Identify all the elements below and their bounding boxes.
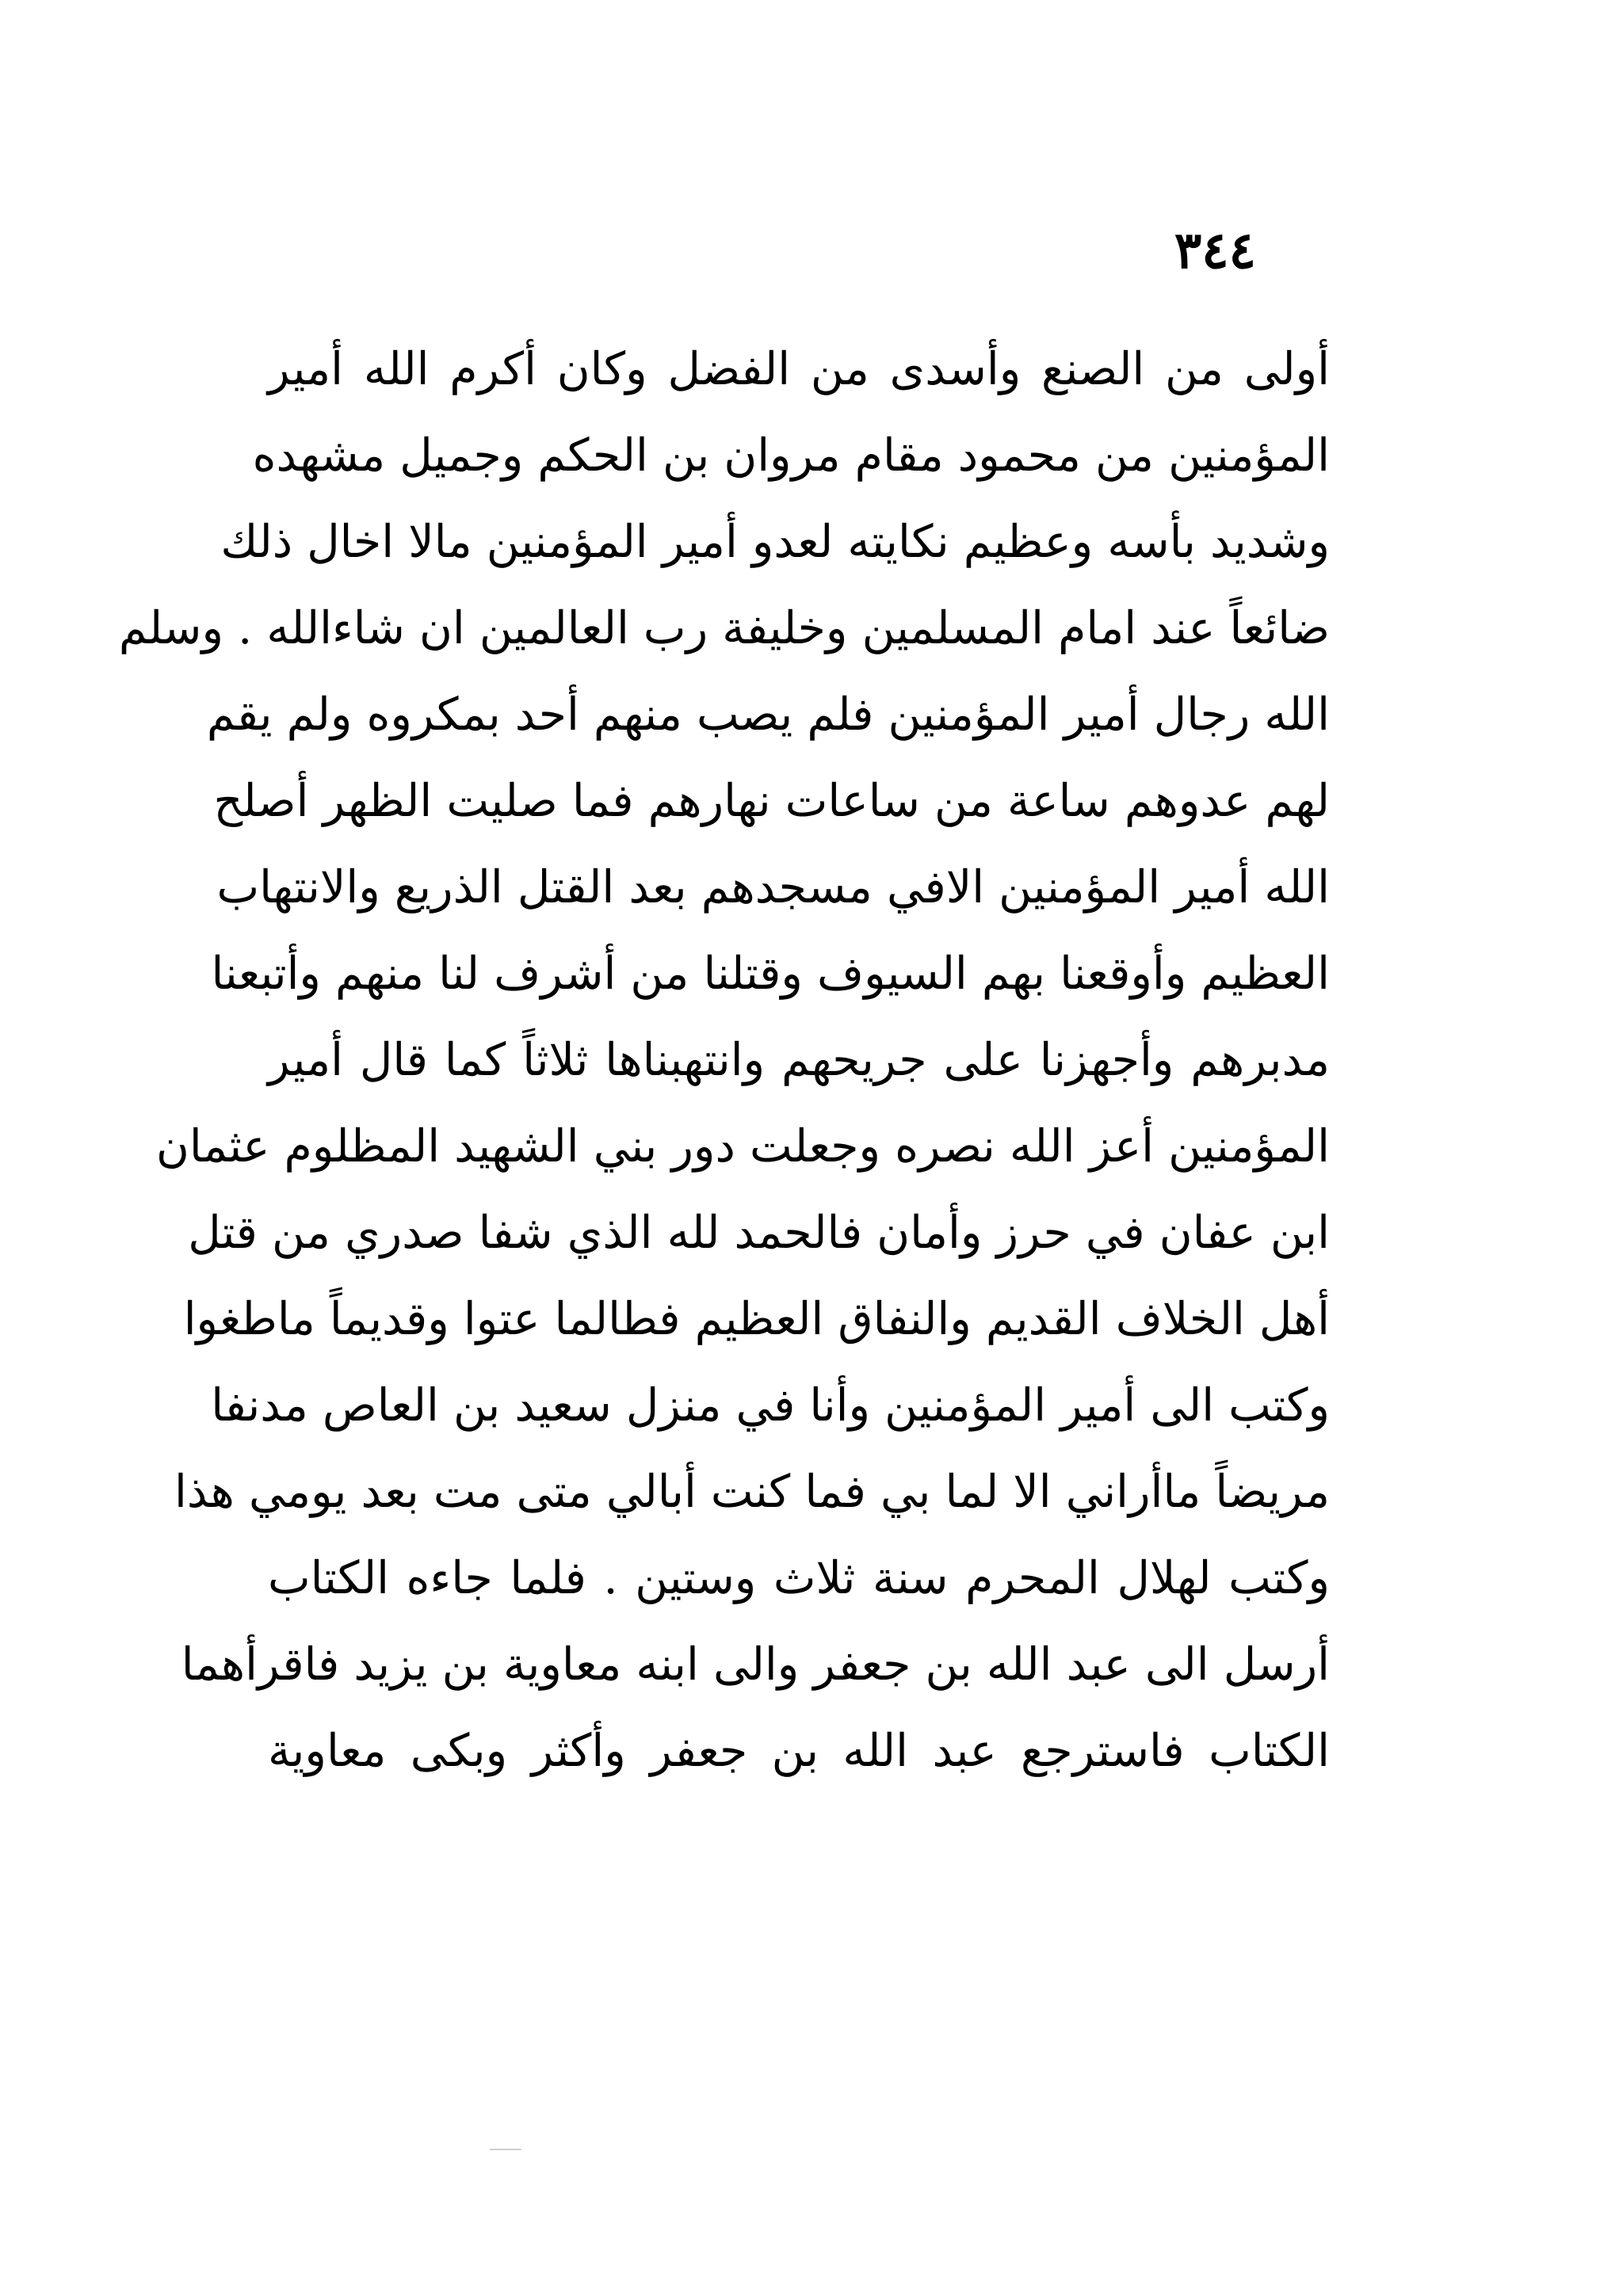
text-line: أولى من الصنع وأسدى من الفضل وكان أكرم الله أمير [268,343,1330,395]
text-line: مريضاً ماأراني الا لما بي فما كنت أبالي متى مت بعد يومي هذا [174,1466,1330,1518]
text-line: مدبرهم وأجهزنا على جريحهم وانتهبناها ثلاثاً كما قال أمير [268,1034,1330,1086]
text-line: ابن عفان في حرز وأمان فالحمد لله الذي شفا صدري من قتل [188,1207,1330,1259]
text-line: أهل الخلاف القديم والنفاق العظيم فطالما عتوا وقديماً ماطغوا [183,1293,1330,1345]
text-line: العظيم وأوقعنا بهم السيوف وقتلنا من أشرف لنا منهم وأتبعنا [211,948,1330,1000]
text-line: لهم عدوهم ساعة من ساعات نهارهم فما صليت الظهر أصلح [213,775,1330,827]
text-line: وكتب الى أمير المؤمنين وأنا في منزل سعيد بن العاص مدنفا [211,1379,1330,1432]
text-line: الله رجال أمير المؤمنين فلم يصب منهم أحد بمكروه ولم يقم [206,688,1330,741]
text-line: وشديد بأسه وعظيم نكايته لعدو أمير المؤمنين مالا اخال ذلك [220,516,1330,568]
text-line: المؤمنين من محمود مقام مروان بن الحكم وجميل مشهده [252,429,1330,482]
scan-artifact-mark [490,2149,521,2150]
body-text [118,326,1330,1794]
text-line: المؤمنين أعز الله نصره وجعلت دور بني الشهيد المظلوم عثمان [156,1120,1330,1173]
page-number: ٣٤٤ [1174,221,1256,280]
text-line: الله أمير المؤمنين الافي مسجدهم بعد القتل الذريع والانتهاب [216,861,1330,913]
text-line: وكتب لهلال المحرم سنة ثلاث وستين . فلما جاءه الكتاب [268,1552,1330,1604]
text-line: ضائعاً عند امام المسلمين وخليفة رب العالمين ان شاءالله . وسلم [118,602,1330,654]
text-line: أرسل الى عبد الله بن جعفر والى ابنه معاوية بن يزيد فاقرأهما [181,1638,1330,1691]
text-line: الكتاب فاسترجع عبد الله بن جعفر وأكثر وبكى معاوية [268,1725,1330,1777]
